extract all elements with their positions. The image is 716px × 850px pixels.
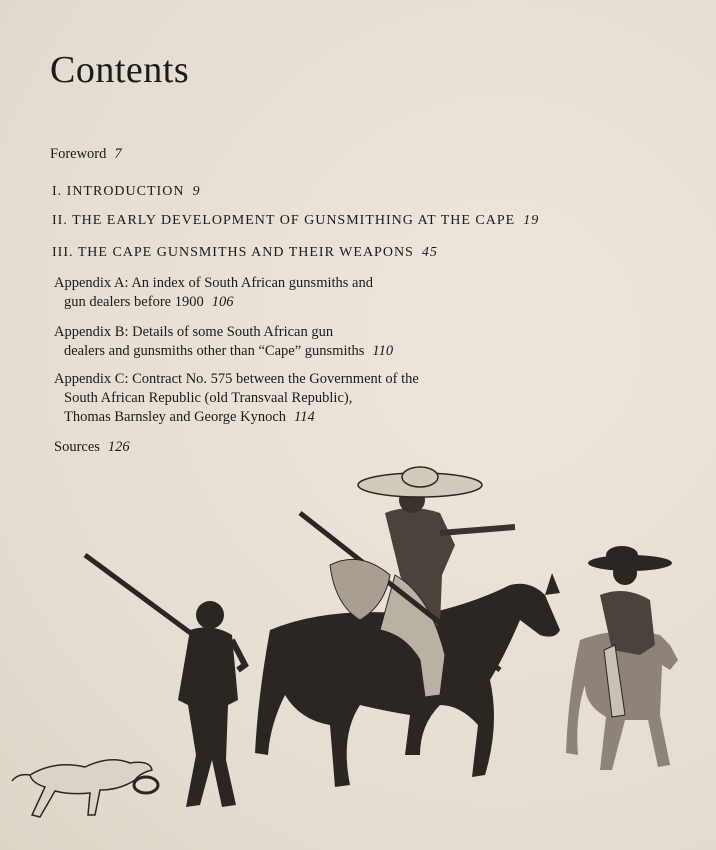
illustration-riders	[0, 455, 716, 850]
toc-page-number: 106	[211, 294, 234, 310]
toc-title: Foreword	[50, 146, 107, 162]
toc-title-line: South African Republic (old Transvaal Republic),	[64, 390, 353, 406]
toc-page-number: 114	[294, 409, 315, 425]
toc-title: I. INTRODUCTION	[52, 184, 185, 199]
toc-page-number: 7	[114, 146, 122, 162]
toc-title-line	[54, 342, 393, 361]
page-title: Contents	[50, 49, 190, 91]
toc-title-line: Appendix B: Details of some South African gun	[54, 324, 334, 340]
toc-title-line	[54, 408, 419, 427]
toc-page-number: 45	[421, 245, 438, 260]
toc-page-number: 19	[523, 213, 540, 228]
toc-title: III. THE CAPE GUNSMITHS AND THEIR WEAPONS	[52, 245, 414, 260]
toc-entry-early-development[interactable]	[52, 211, 539, 230]
toc-title-line	[54, 293, 373, 312]
toc-entry-appendix-a[interactable]	[54, 274, 373, 312]
toc-title-line: Appendix C: Contract No. 575 between the Government of the	[54, 371, 419, 387]
toc-entry-introduction[interactable]	[52, 182, 200, 201]
toc-title-line-text: dealers and gunsmiths other than “Cape” gunsmiths	[64, 343, 365, 359]
dog-figure	[12, 760, 152, 817]
toc-entry-appendix-c[interactable]	[54, 370, 419, 427]
toc-title-line: Appendix A: An index of South African gunsmiths and	[54, 275, 373, 291]
toc-page-number: 9	[192, 184, 201, 199]
central-rider-figure	[255, 467, 560, 787]
toc-page-number: 110	[372, 343, 394, 359]
toc-title-line-text: Thomas Barnsley and George Kynoch	[64, 409, 287, 425]
toc-title: Sources	[54, 439, 100, 455]
toc-title: II. THE EARLY DEVELOPMENT OF GUNSMITHING AT THE CAPE	[52, 213, 516, 228]
toc-entry-appendix-b[interactable]	[54, 323, 393, 361]
toc-title-line-text: gun dealers before 1900	[64, 294, 204, 310]
right-rider-figure	[566, 546, 678, 770]
toc-entry-cape-gunsmiths[interactable]	[52, 243, 438, 262]
toc-entry-foreword[interactable]	[50, 145, 122, 164]
toc-page-number: 126	[107, 439, 130, 455]
